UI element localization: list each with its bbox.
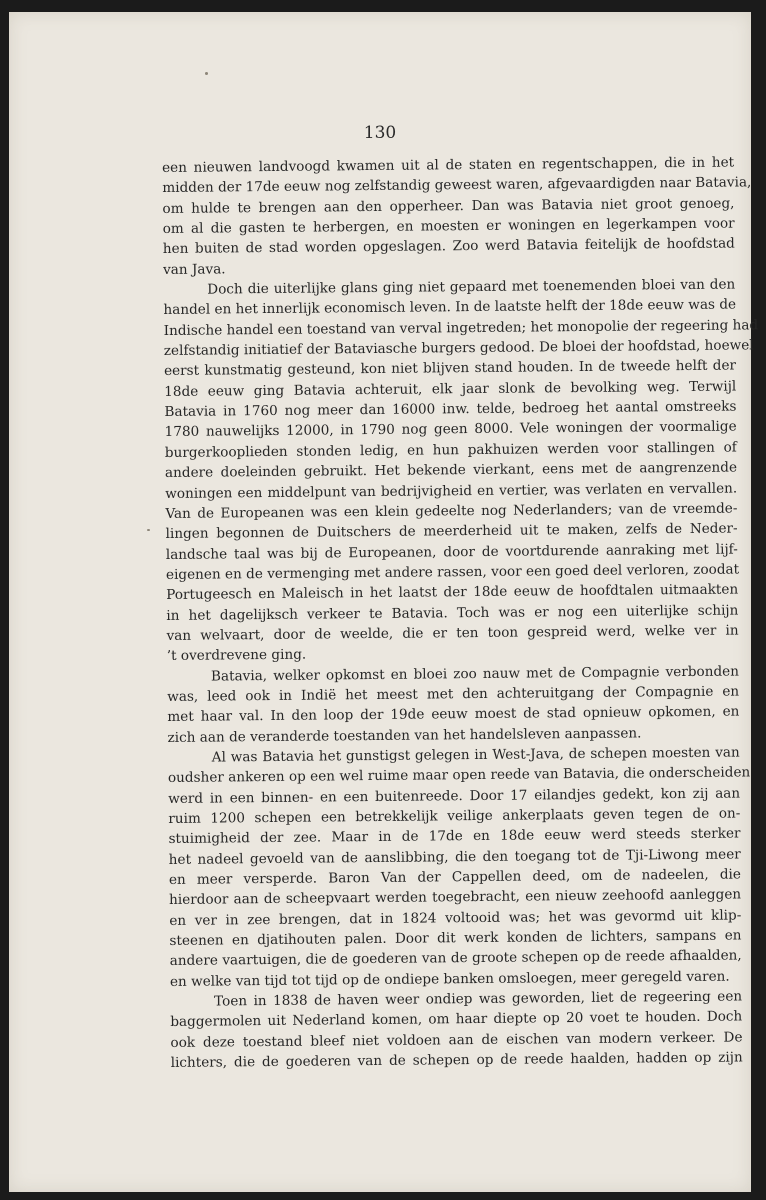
text-line: en meer versperde. Baron Van der Cappellen deed, om de nadeelen, die [168,866,741,888]
text-line: eigenen en de vermenging met andere rassen, voor een goed deel verloren, zoodat [165,561,740,583]
text-line: was, leed ook in Indië het meest met den achteruitgang der Compagnie en [167,683,740,705]
margin-mark [147,529,150,531]
text-line: Batavia, welker opkomst en bloei zoo nauw met de Compagnie verbonden [210,663,740,685]
text-line: 1780 nauwelijks 12000, in 1790 nog geen 8000. Vele woningen der voormalige [164,418,737,441]
text-line: oudsher ankeren op een wel ruime maar open reede van Batavia, die onderscheiden [167,764,751,787]
text-line: handel en het innerlijk economisch leven. In de laatste helft der 18de eeuw was de [163,296,737,319]
text-line: het nadeel gevoeld van de aanslibbing, die den toegang tot de Tji-Liwong meer [168,846,741,868]
text-line: eerst kunstmatig gesteund, kon niet blijven stand houden. In de tweede helft der [163,357,737,380]
text-line: lingen begonnen de Duitschers de meerderheid uit te maken, zelfs de Neder- [165,520,738,543]
body-text [162,153,759,1074]
text-line: zelfstandig initiatief der Bataviasche burgers gedood. De bloei der hoofdstad, hoewel [163,337,754,360]
text-line: Batavia in 1760 nog meer dan 16000 inw. telde, bedroeg het aantal omstreeks [164,398,737,421]
paragraph-4 [167,742,751,992]
book-page [9,12,759,1192]
text-line: hierdoor aan de scheepvaart werden toegebracht, een nieuw zeehoofd aanleggen [169,886,742,909]
text-line: in het dagelijksch verkeer te Batavia. Toch was er nog een uiterlijke schijn [166,602,739,624]
text-line: andere doeleinden gebruikt. Het bekende vierkant, eens met de aangrenzende [164,459,738,482]
text-line: ook deze toestand bleef niet voldoen aan de eischen van modern verkeer. De [170,1029,743,1051]
text-line: werd in een binnen- en een buitenreede. Door 17 eilandjes gedekt, kon zij aan [168,785,741,807]
text-line: zich aan de veranderde toestanden van het handelsleven aanpassen. [167,725,642,746]
text-line: met haar val. In den loop der 19de eeuw moest de stad opnieuw opkomen, en [167,703,740,726]
speck-mark [205,72,208,75]
text-line: Al was Batavia het gunstigst gelegen in West-Java, de schepen moesten van [211,744,740,766]
text-line: hen buiten de stad worden opgeslagen. Zoo werd Batavia feitelijk de hoofdstad [162,235,735,258]
text-line: andere vaartuigen, die de goederen van de groote schepen op de reede afhaalden, [169,947,742,970]
text-line: midden der 17de eeuw nog zelfstandig geweest waren, afgevaardigden naar Batavia, [162,174,752,197]
text-line: baggermolen uit Nederland komen, om haar diepte op 20 voet te houden. Doch [170,1008,743,1031]
text-line: Portugeesch en Maleisch in het laatst der 18de eeuw de hoofdtalen uitmaakten [166,581,739,604]
text-line: 18de eeuw ging Batavia achteruit, elk jaar slonk de bevolking weg. Terwijl [164,378,737,400]
text-line: van welvaart, door de weelde, die er ten toon gespreid werd, welke ver in [166,622,739,644]
text-line: en ver in zee brengen, dat in 1824 voltooid was; het was gevormd uit klip- [169,907,742,929]
text-line: Toen in 1838 de haven weer ondiep was geworden, liet de regeering een [214,988,743,1010]
text-line: om hulde te brengen aan den opperheer. Dan was Batavia niet groot genoeg, [162,195,735,217]
text-line: van Java. [162,261,226,278]
text-line: ruim 1200 schepen een betrekkelijk veilige ankerplaats geven tegen de on- [168,805,741,827]
text-line: om al die gasten te herbergen, en moesten er woningen en legerkampen voor [162,215,735,238]
text-line: landsche taal was bij de Europeanen, door de voortdurende aanraking met lijf- [165,541,738,563]
text-line: steenen en djatihouten palen. Door dit werk konden de lichters, sampans en [169,927,742,950]
text-line: burgerkooplieden stonden ledig, en hun pakhuizen werden voor stallingen of [164,439,737,461]
text-line: Doch die uiterlijke glans ging niet gepaard met toenemenden bloei van den [207,276,736,298]
paragraph-5 [170,987,743,1074]
text-line: een nieuwen landvoogd kwamen uit al de staten en regentschappen, die in het [162,154,735,176]
paragraph-3 [167,661,740,748]
text-line: ’t overdrevene ging. [166,646,307,665]
paragraph-2 [163,275,759,667]
text-line: en welke van tijd tot tijd op de ondiepe banken omsloegen, meer geregeld varen. [169,968,730,990]
text-line: Indische handel een toestand van verval ingetreden; het monopolie der regeering had [163,317,759,339]
text-line: stuimigheid der zee. Maar in de 17de en 18de eeuw werd steeds sterker [168,825,741,848]
text-line: lichters, die de goederen van de schepen op de reede haalden, hadden op zijn [170,1049,743,1072]
text-line: woningen een middelpunt van bedrijvigheid en vertier, was verlaten en vervallen. [165,479,738,502]
text-line: Van de Europeanen was een klein gedeelte nog Nederlanders; van de vreemde- [165,500,738,522]
page-number: 130 [363,123,397,143]
paragraph-1 [162,153,752,281]
